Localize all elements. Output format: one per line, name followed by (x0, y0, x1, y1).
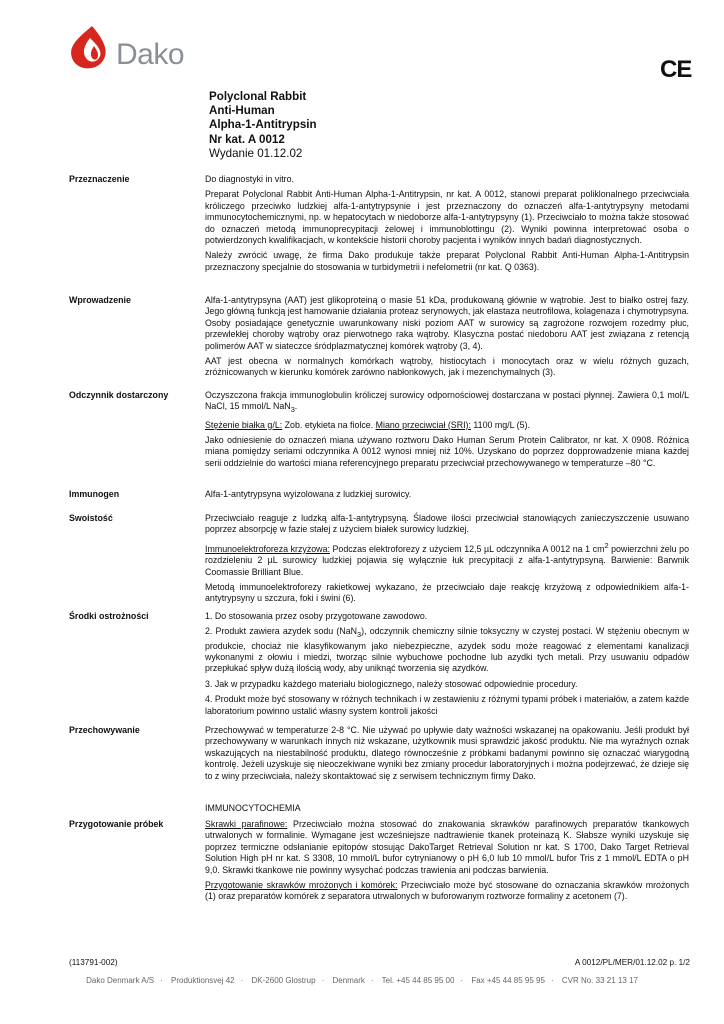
footer-page-reference: A 0012/PL/MER/01.12.02 p. 1/2 (574, 958, 690, 967)
footer-phone: Tel. +45 44 85 95 00 (381, 976, 455, 985)
section-label: Środki ostrożności (69, 611, 149, 621)
text-run: . (294, 401, 298, 412)
section-label: Immunogen (69, 489, 120, 499)
footer-company: Dako Denmark A/S (86, 976, 155, 985)
section-label: Wprowadzenie (69, 295, 131, 305)
paragraph: Przeciwciało reaguje z ludzką alfa-1-antytrypsyną. Śladowe ilości przeciwciał stanowiących zanieczyszczenie usuwano poprzez absorpcję w fazie stałej z użyciem białek surowicy ludzkiej. (205, 513, 689, 535)
footer-separator: · (321, 976, 325, 985)
list-item (205, 626, 689, 674)
subscript: 3 (290, 405, 295, 415)
list-item: 4. Produkt może być stosowany w różnych technikach i w zestawieniu z różnymi typami próbek i materiałów, a zatem każde laboratorium powinno ustalić własny system kontroli jakości (205, 694, 689, 716)
text-run: Oczyszczona frakcja immunoglobulin króliczej surowicy odpornościowej dostarczana w postaci płynnej. Zawiera 0,1 mol/L NaCl, 15 mmol/L NaN (205, 390, 689, 412)
text-run: powierzchni żelu po rozdzieleniu 2 µL surowicy ludzkiej pojawia się wyłącznie łuk precypitacji z alfa-1-antytrypsyną. Barwienie: Barwnik Coomassie Brilliant Blue. (205, 543, 689, 577)
dako-logo (68, 24, 190, 74)
superscript: 2 (604, 540, 609, 550)
section-content (205, 295, 689, 383)
paragraph (205, 819, 689, 876)
title-line-3: Alpha-1-Antitrypsin (209, 118, 317, 132)
text-run: Podczas elektroforezy z użyciem 12,5 µL odczynnika A 0012 na 1 cm (329, 543, 605, 554)
footer-cvr: CVR No. 33 21 13 17 (561, 976, 638, 985)
section-content (205, 611, 689, 721)
list-item: 3. Jak w przypadku każdego materiału biologicznego, należy stosować odpowiednie procedury. (205, 678, 578, 689)
section-label: Przygotowanie próbek (69, 819, 164, 829)
title-catalog-number: Nr kat. A 0012 (209, 132, 285, 146)
list-item: 1. Do stosowania przez osoby przygotowane zawodowo. (205, 611, 428, 621)
section-label: Odczynnik dostarczony (69, 390, 169, 400)
subsection-heading: IMMUNOCYTOCHEMIA (205, 803, 301, 813)
dako-logo-text: Dako (116, 38, 185, 71)
footer-separator: · (460, 976, 464, 985)
section-content (205, 513, 689, 609)
paragraph: Preparat Polyclonal Rabbit Anti-Human Alpha-1-Antitrypsin, nr kat. A 0012, stanowi preparat poliklonalnego przeciwciała króliczego przeciwko ludzkiej alfa-1-antytrypsynie i jest przeznaczony do oznaczeń alfa-1-antytrypsyny metodami immunocytochemicznymi, np. w hepatocytach w niedoborze alfa-1-antytrypsyny (1). Przeciwciało to można także stosować do oznaczeń metodą immunoprecypitacji żelowej i immunoblottingu (2). Wyniki powinna interpretować osoba o potwierdzonych kwalifikacjach, w kontekście historii choroby pacjenta i wyników innych badań diagnostycznych. (205, 189, 689, 246)
paragraph (205, 880, 689, 903)
paragraph: Metodą immunoelektroforezy rakietkowej wykazano, że przeciwciało daje reakcję krzyżową z odpowiednikiem alfa-1-antytrypsyny u szczura, foki i świni (6). (205, 581, 689, 604)
title-edition: Wydanie 01.12.02 (209, 146, 303, 160)
footer-country: Denmark (332, 976, 365, 985)
underlined-term: Przygotowanie skrawków mrożonych i komórek: (205, 880, 398, 891)
footer-separator: · (550, 976, 554, 985)
text-run: Zob. etykieta na fiolce. (282, 419, 376, 430)
title-line-1: Polyclonal Rabbit (209, 90, 307, 103)
underlined-term: Skrawki parafinowe: (205, 819, 288, 829)
paragraph: Alfa-1-antytrypsyna (AAT) jest glikoproteiną o masie 51 kDa, produkowaną głównie w wątrobie. Jest to białko ostrej fazy. Jego główną funkcją jest hamowanie działania proteaz serynowych, jak elastaza neutrofilowa, kolagenaza i chymotrypsyna. Osoby posiadające genetycznie uwarunkowany niski poziom AAT w surowicy są zagrożone rozwojem rozedmy płuc, przewlekłej choroby wątroby oraz pierwotnego raka wątroby. Klasyczna postać niedoboru AAT jest związana z retencją polimerów AAT w siateczce śródplazmatycznej komórek wątroby (3, 4). (205, 295, 689, 351)
text-run: 1100 mg/L (5). (470, 419, 530, 430)
title-line-2: Anti-Human (209, 104, 275, 118)
footer-separator: · (160, 976, 163, 985)
paragraph: Do diagnostyki in vitro. (205, 174, 294, 184)
subscript: 3 (357, 630, 362, 640)
paragraph: Jako odniesienie do oznaczeń miana używano roztworu Dako Human Serum Protein Calibrator, nr kat. X 0908. Różnica miana pomiędzy seriami odczynnika A 0012 wynosi mniej niż 10%. Uzyskano do poprzez dopprowadzenie miana każdej serii oddzielnie do wartości miana referencyjnego preparatu przeciwciał przechowywanego w temperaturze –80 °C. (205, 434, 689, 468)
section-label: Przechowywanie (69, 725, 140, 735)
section-content (205, 819, 689, 907)
paragraph: Należy zwrócić uwagę, że firma Dako produkuje także preparat Polyclonal Rabbit Anti-Human Alpha-1-Antitrypsin przeznaczony specjalnie do stosowania w turbidymetrii i nefelometrii (nr kat. Q 0363). (205, 250, 689, 272)
paragraph (205, 540, 689, 578)
section-content (205, 174, 689, 277)
footer-city: DK-2600 Glostrup (251, 976, 316, 985)
paragraph: Przechowywać w temperaturze 2-8 °C. Nie używać po upływie daty ważności wskazanej na opakowaniu. Jeśli produkt był przechowywany w warunkach innych niż wskazane, użytkownik musi sprawdzić jakość produktu. Nie ma wyraźnych oznak wskazujących na niestabilność produktu, dlatego równocześnie z próbkami badanymi powinno się oznaczać wiarygodną kontrolę. Jeżeli uzyskuje się nieoczekiwane wyniki bez zmiany procedur laboratoryjnych i można podejrzewać, że dzieje się to z winy przeciwciała, należy skontaktować się z serwisem technicznym firmy Dako. (205, 725, 689, 781)
footer-street: Produktionsvej 42 (171, 976, 235, 985)
footer-separator: · (240, 976, 244, 985)
paragraph (205, 390, 689, 416)
text-run: Przeciwciało można stosować do znakowania skrawków parafinowych preparatów tkankowych utrwalonych w formalinie. Wymagane jest wcześniejsze nadtrawienie tkanek proteinazą K. Słabsze wyniki uzyskuje się poprzez termiczne odsłanianie epitopów stosując DakoTarget Retrieval Solution nr kat. S 1700, Dako Target Retrieval Solution High pH nr kat. S 3308, 10 mmol/L bufor cytrynianowy o pH 6,0 lub 10 mmol/L bufor Tris z 1 mmol/L EDTA o pH 9,0. Skrawki tkankowe nie powinny wysychać podczas trawienia ani podczas barwienia. (205, 819, 690, 875)
footer-fax: Fax +45 44 85 95 95 (471, 976, 545, 985)
section-content (205, 390, 689, 473)
section-content (205, 725, 689, 786)
footer-separator: · (370, 976, 374, 985)
section-label: Swoistość (69, 513, 113, 523)
ce-mark: CE (660, 56, 692, 83)
text-run: ), odczynnik chemiczny silnie toksyczny w czystej postaci. W stężeniu obecnym w produkcie, chociaż nie klasyfikowanym jako niebezpieczne, azydek sodu może reagować z elementami kanalizacji wykonanymi z ołowiu i miedzi, tworząc silnie wybuchowe pochodne lub azydki tych metali. Przy usuwaniu odpadów przepłukać spływ dużą ilością wody, aby uniknąć tworzenia się azydków. (205, 626, 689, 674)
footer-document-code: (113791-002) (69, 958, 118, 967)
section-label: Przeznaczenie (69, 174, 130, 184)
underlined-term: Stężenie białka g/L: (205, 419, 283, 430)
section-content (205, 489, 689, 504)
underlined-term: Immunoelektroforeza krzyżowa: (205, 543, 330, 554)
text-run: Przeciwciało może być stosowane do oznaczania skrawków mrożonych (1) oraz preparatów komórek z separatora utrwalonych w buforowanym roztworze formaliny z acetonem (7). (205, 880, 689, 902)
underlined-term: Miano przeciwciał (SRI): (375, 419, 471, 430)
text-run: 2. Produkt zawiera azydek sodu (NaN (205, 626, 358, 637)
paragraph (205, 420, 689, 431)
footer-address (0, 976, 724, 985)
paragraph: Alfa-1-antytrypsyna wyizolowana z ludzkiej surowicy. (205, 489, 412, 499)
paragraph: AAT jest obecna w normalnych komórkach wątroby, histiocytach i monocytach oraz w wielu różnych guzach, zróżnicowanych w kierunku komórek zarówno nabłonkowych, jak i mezenchymalnych (3). (205, 356, 689, 378)
document-title (209, 90, 317, 161)
